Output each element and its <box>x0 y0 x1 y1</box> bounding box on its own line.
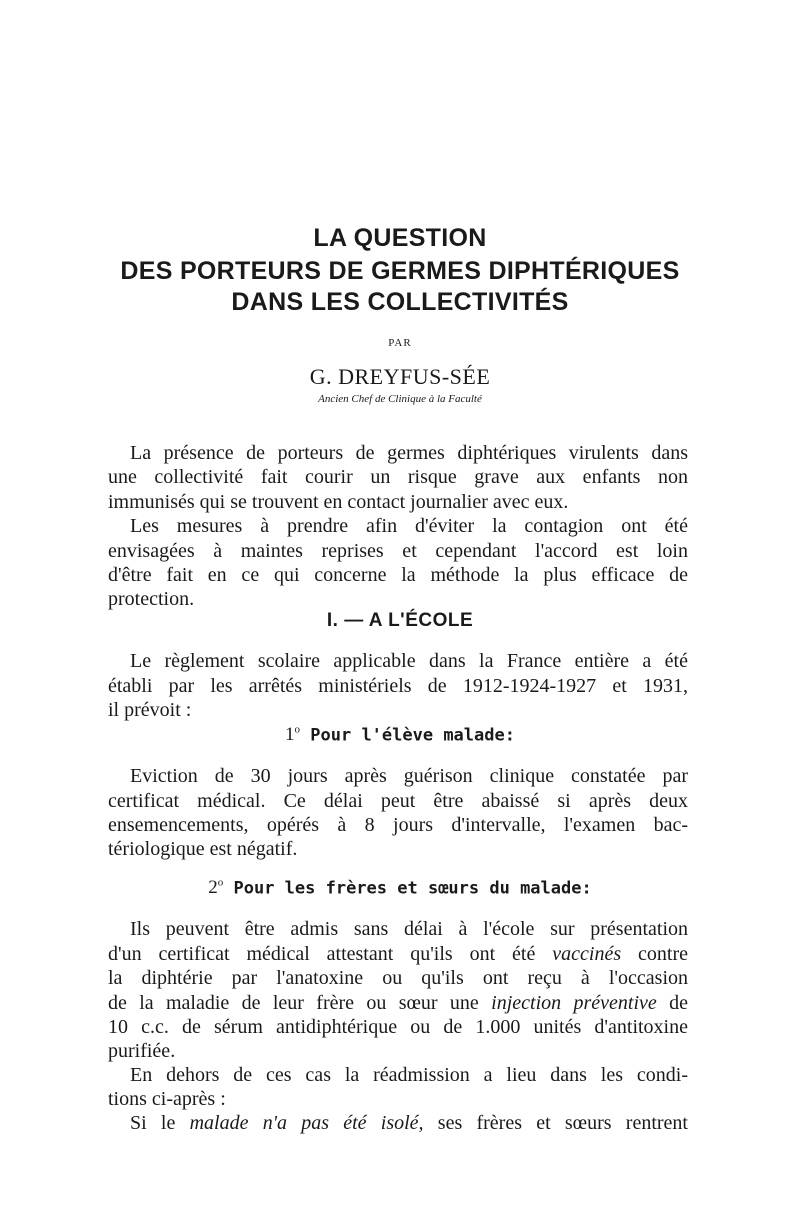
subheading-freres-soeurs: 2$^o$ Pour les frères et sœurs du malade: <box>208 877 592 899</box>
author-affiliation: Ancien Chef de Clinique à la Faculté <box>318 393 482 405</box>
freres-line: la diphtérie par l'anatoxine ou qu'ils ont reçu à l'occasion <box>108 967 688 989</box>
freres-line: En dehors de ces cas la réadmission a lieu dans les condi- <box>130 1064 688 1086</box>
reglement-line: établi par les arrêtés ministériels de 1912-1924-1927 et 1931, <box>108 675 688 697</box>
section-heading: I. — A L'ÉCOLE <box>326 610 474 631</box>
reglement-line: Le règlement scolaire applicable dans la France entière a été <box>130 650 688 672</box>
author-name: G. DREYFUS-SÉE <box>309 364 491 389</box>
title-line-1: LA QUESTION <box>313 224 487 252</box>
title-line-3: DANS LES COLLECTIVITÉS <box>231 288 569 316</box>
freres-line: tions ci-après : <box>108 1088 226 1110</box>
eviction-line: Eviction de 30 jours après guérison clinique constatée par <box>130 765 688 787</box>
intro-line: une collectivité fait courir un risque grave aux enfants non <box>108 466 688 488</box>
freres-line: de la maladie de leur frère ou sœur une injection préventive de <box>108 992 688 1014</box>
freres-line: 10 c.c. de sérum antidiphtérique ou de 1.000 unités d'antitoxine <box>108 1016 688 1038</box>
intro-line: La présence de porteurs de germes diphtériques virulents dans <box>130 442 688 464</box>
intro-line: immunisés qui se trouvent en contact journalier avec eux. <box>108 491 569 513</box>
intro-line: protection. <box>108 588 195 610</box>
intro-line: envisagées à maintes reprises et cependant l'accord est loin <box>108 540 688 562</box>
freres-line: d'un certificat médical attestant qu'ils ont été vaccinés contre <box>108 943 689 965</box>
freres-line: Ils peuvent être admis sans délai à l'école sur présentation <box>130 918 688 940</box>
freres-line: Si le malade n'a pas été isolé, ses frères et sœurs rentrent <box>130 1112 688 1134</box>
eviction-line: certificat médical. Ce délai peut être abaissé si après deux <box>108 790 688 812</box>
eviction-line: ensemencements, opérés à 8 jours d'intervalle, l'examen bac- <box>108 814 688 836</box>
subheading-eleve-malade: 1$^o$ Pour l'élève malade: <box>285 724 515 746</box>
freres-line: purifiée. <box>108 1040 176 1062</box>
eviction-line: tériologique est négatif. <box>108 838 298 860</box>
intro-line: d'être fait en ce qui concerne la méthode la plus efficace de <box>108 564 688 586</box>
byline-par: PAR <box>388 337 412 349</box>
intro-line: Les mesures à prendre afin d'éviter la contagion ont été <box>130 515 688 537</box>
title-line-2: DES PORTEURS DE GERMES DIPHTÉRIQUES <box>120 257 680 285</box>
reglement-line: il prévoit : <box>108 699 192 721</box>
